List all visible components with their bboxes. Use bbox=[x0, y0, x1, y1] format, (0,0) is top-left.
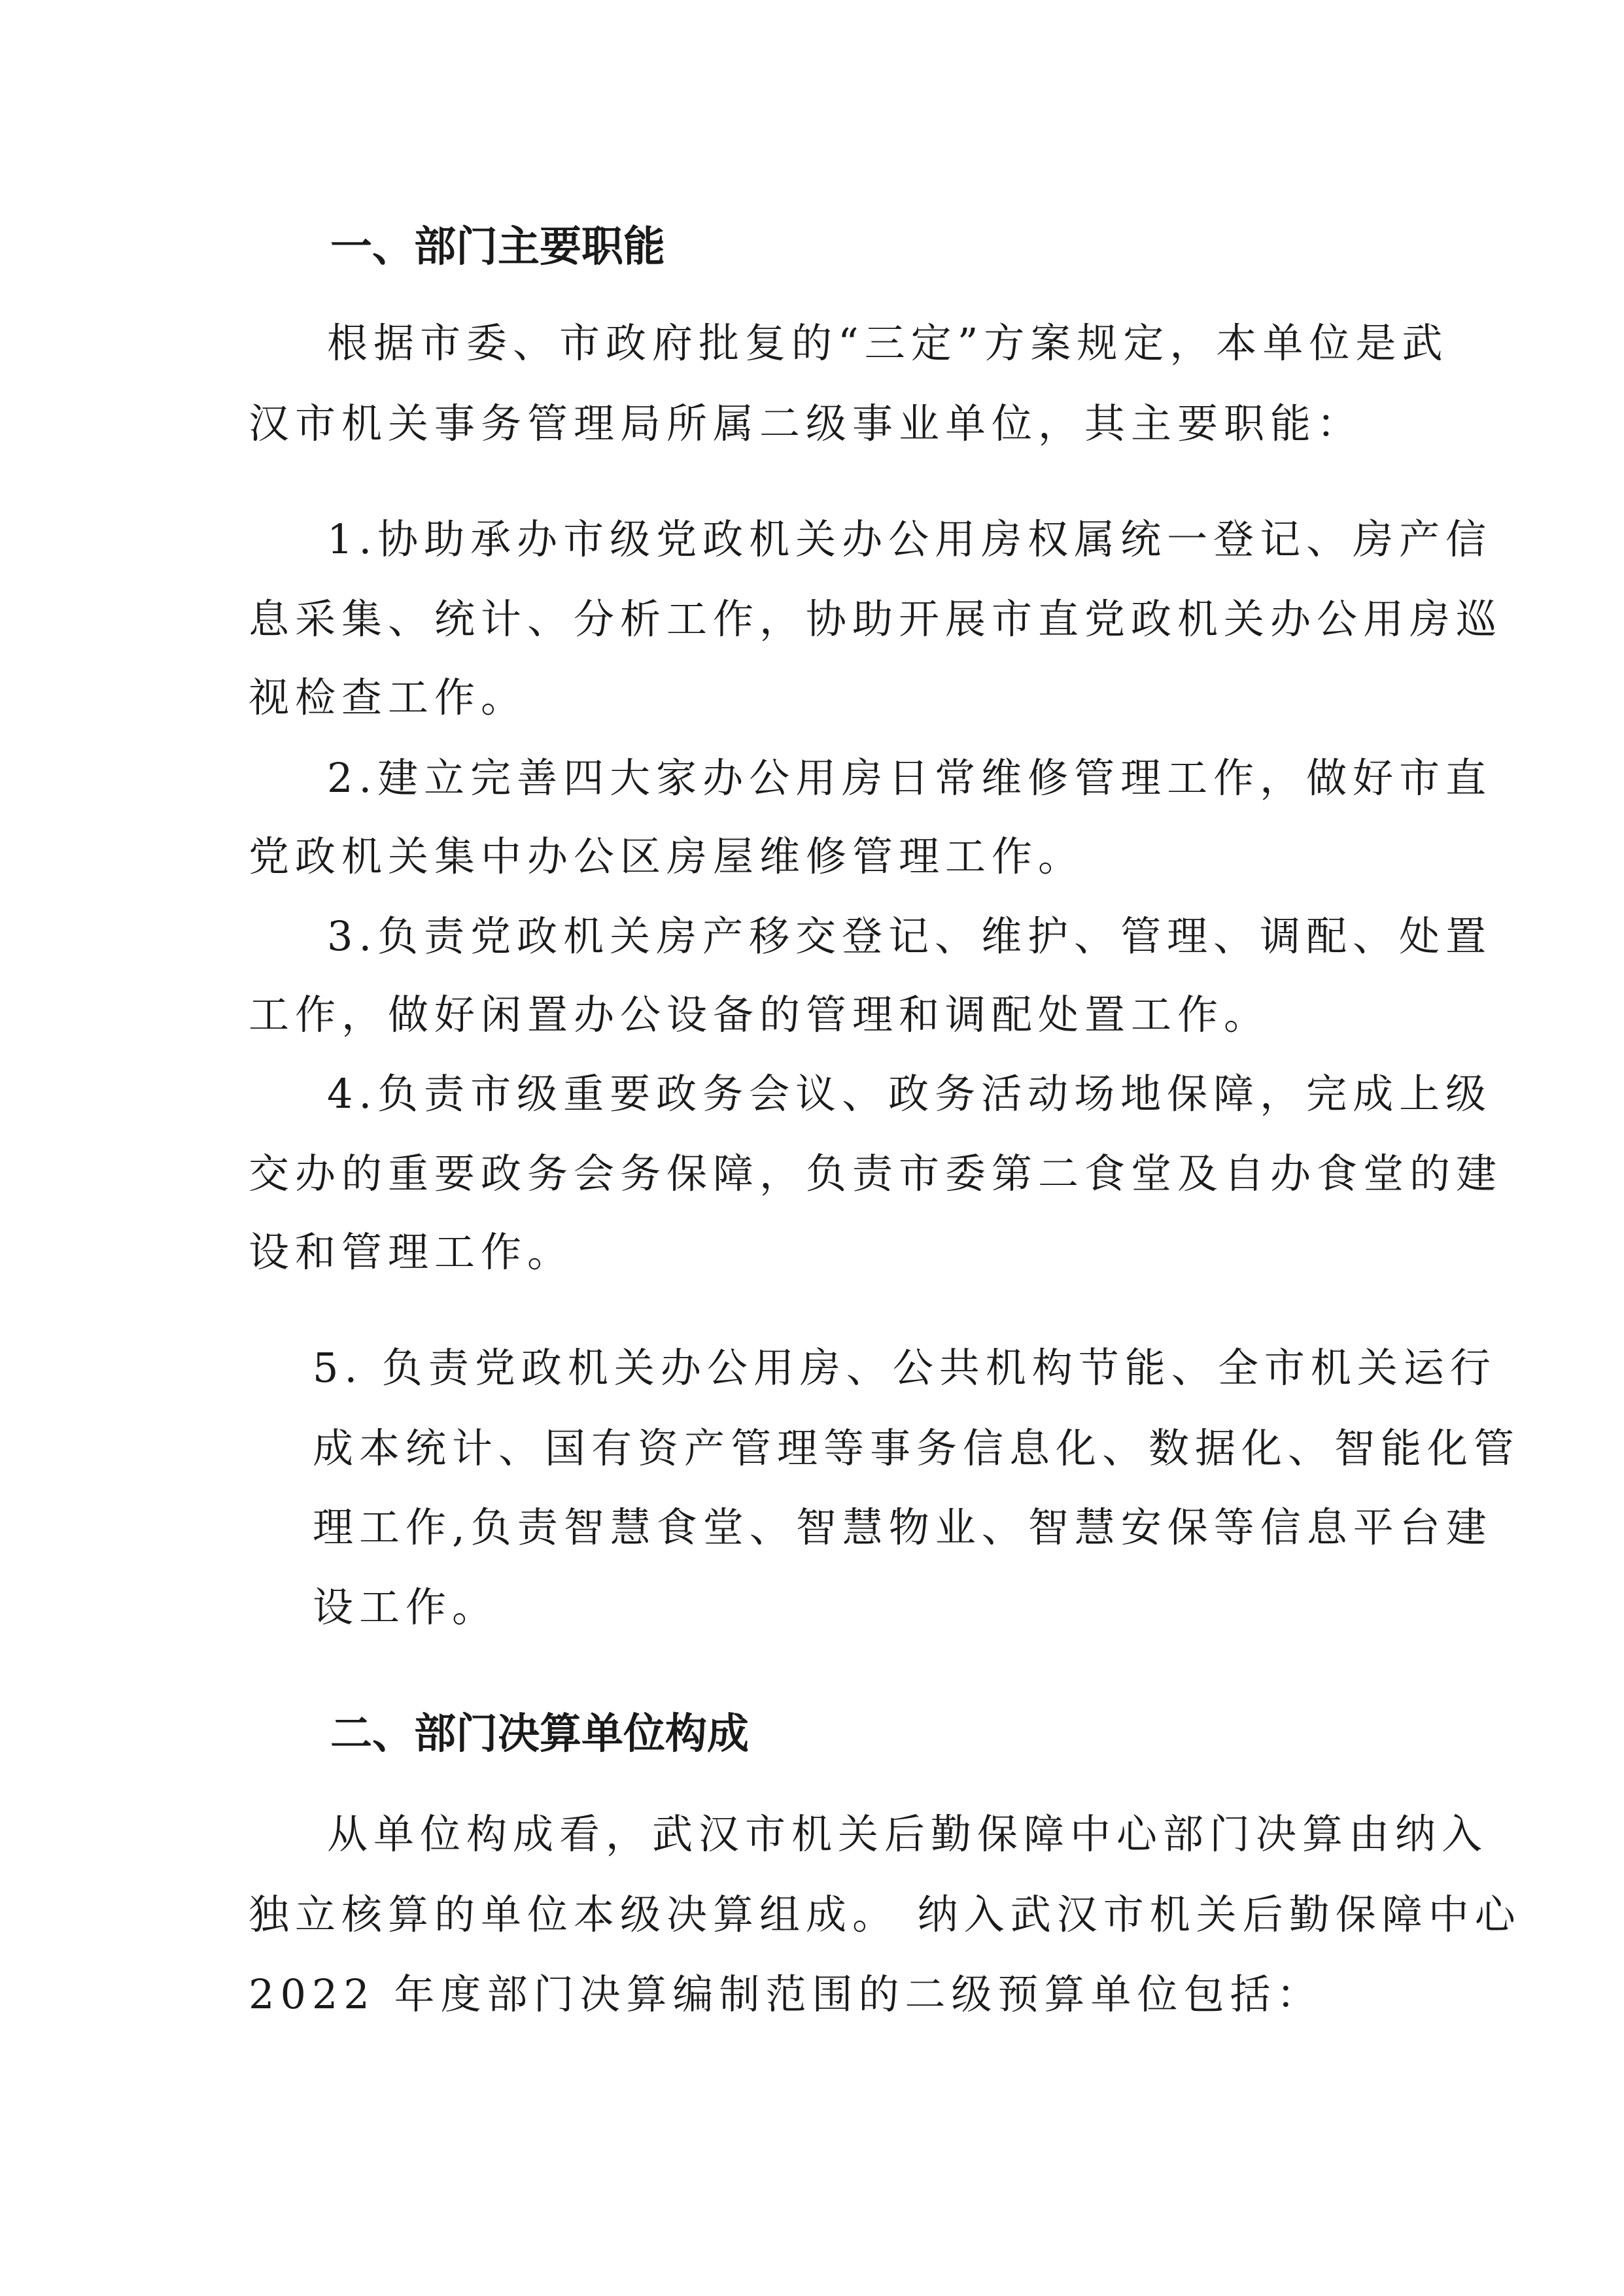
section-2-heading: 二、部门决算单位构成 bbox=[330, 1710, 749, 1758]
item-4-line-1: 4.负责市级重要政务会议、政务活动场地保障，完成上级 bbox=[327, 1070, 1493, 1118]
item-2-line-1: 2.建立完善四大家办公用房日常维修管理工作，做好市直 bbox=[327, 754, 1493, 802]
item-5-line-1: 5. 负责党政机关办公用房、公共机构节能、全市机关运行 bbox=[313, 1344, 1496, 1392]
section-2-line-1: 从单位构成看，武汉市机关后勤保障中心部门决算由纳入 bbox=[327, 1810, 1489, 1858]
item-4-line-3: 设和管理工作。 bbox=[249, 1228, 574, 1276]
intro-line-2: 汉市机关事务管理局所属二级事业单位，其主要职能： bbox=[249, 400, 1364, 447]
item-1-line-1: 1.协助承办市级党政机关办公用房权属统一登记、房产信 bbox=[327, 515, 1493, 563]
item-5-line-2: 成本统计、国有资产管理等事务信息化、数据化、智能化管 bbox=[313, 1424, 1521, 1472]
section-2-line-3: 2022 年度部门决算编制范围的二级预算单位包括： bbox=[249, 1970, 1323, 2018]
item-3-line-1: 3.负责党政机关房产移交登记、维护、管理、调配、处置 bbox=[327, 912, 1493, 960]
section-1-heading: 一、部门主要职能 bbox=[330, 223, 665, 271]
item-3-line-2: 工作，做好闲置办公设备的管理和调配处置工作。 bbox=[249, 991, 1271, 1038]
item-1-line-2: 息采集、统计、分析工作，协助开展市直党政机关办公用房巡 bbox=[249, 595, 1503, 643]
item-2-line-2: 党政机关集中办公区房屋维修管理工作。 bbox=[249, 832, 1085, 880]
item-1-line-3: 视检查工作。 bbox=[249, 674, 528, 721]
item-5-line-4: 设工作。 bbox=[313, 1583, 499, 1631]
section-2-line-2: 独立核算的单位本级决算组成。 纳入武汉市机关后勤保障中心 bbox=[249, 1891, 1521, 1938]
intro-line-1: 根据市委、市政府批复的“三定”方案规定，本单位是武 bbox=[327, 319, 1449, 367]
item-5-line-3: 理工作,负责智慧食堂、智慧物业、智慧安保等信息平台建 bbox=[313, 1503, 1493, 1551]
item-4-line-2: 交办的重要政务会务保障，负责市委第二食堂及自办食堂的建 bbox=[249, 1150, 1503, 1197]
